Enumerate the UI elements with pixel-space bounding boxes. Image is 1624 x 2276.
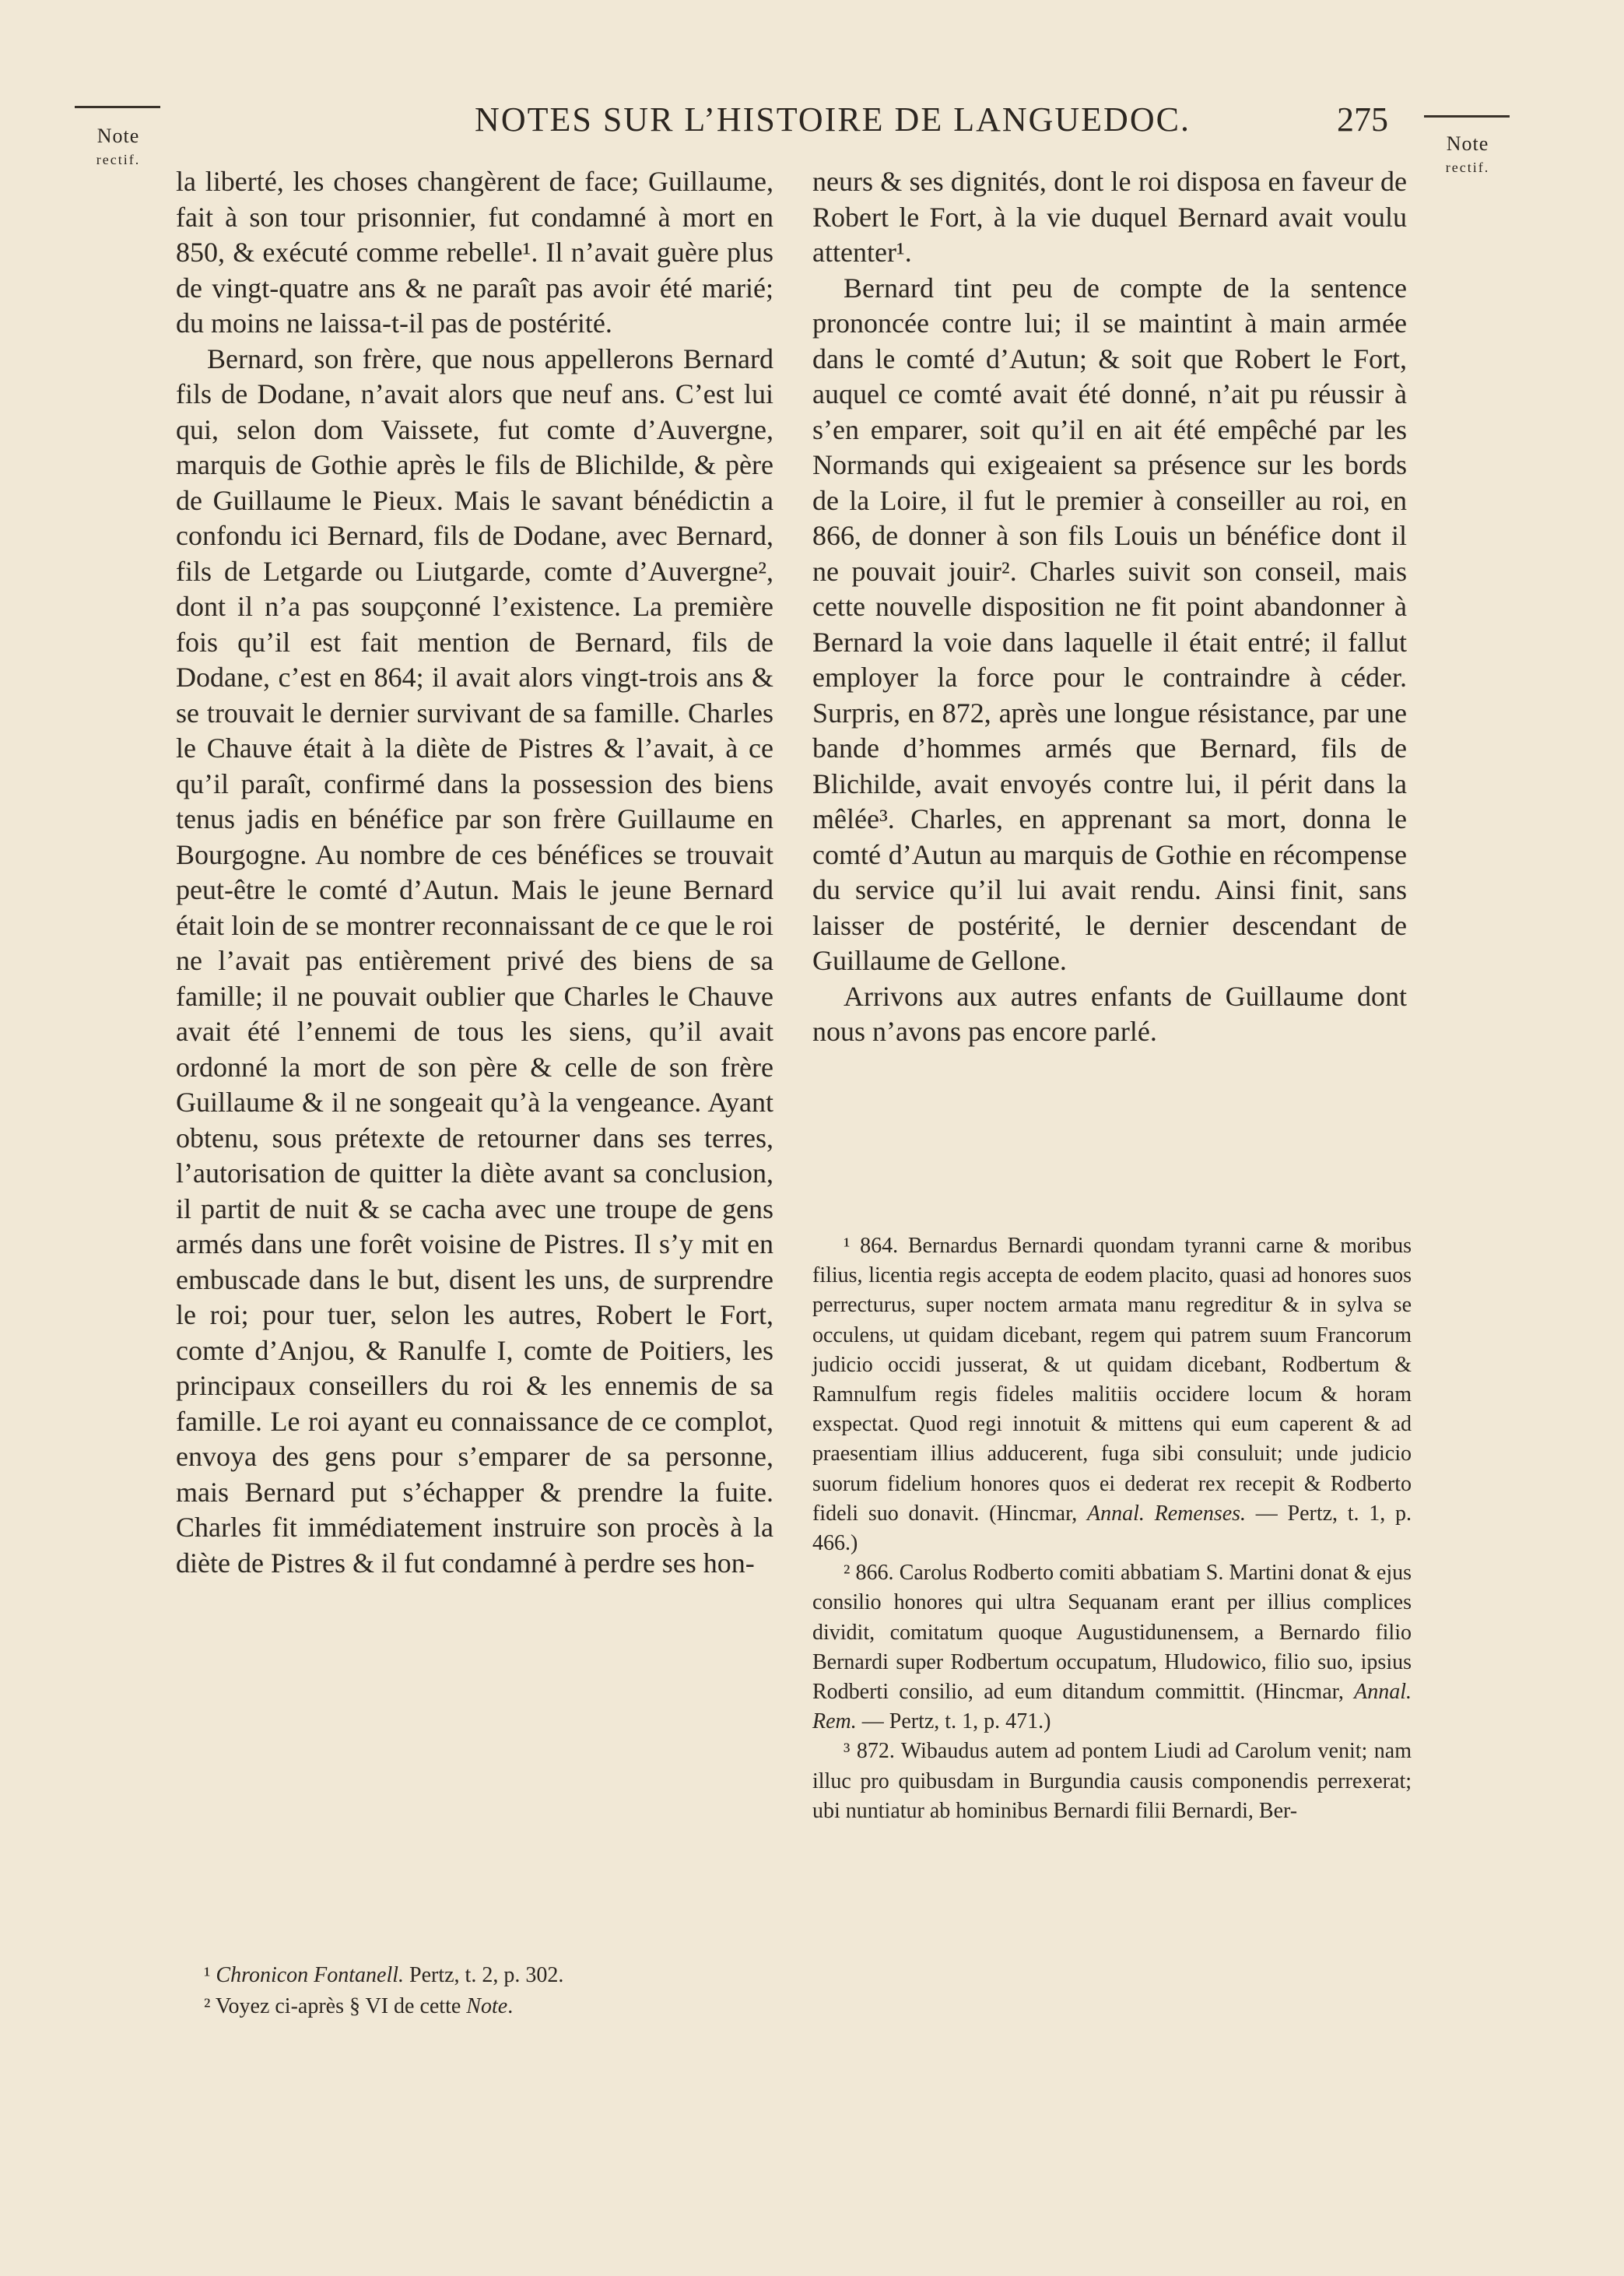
margin-note-right-label: Note <box>1446 132 1489 155</box>
margin-rule-right <box>1424 115 1510 118</box>
left-footnote-1-mark: ¹ <box>204 1963 211 1987</box>
margin-note-left-label: Note <box>96 125 140 147</box>
left-footnote-2-end: . <box>507 1994 514 2018</box>
right-note-2-source: Annal. Rem. <box>812 1680 1412 1734</box>
margin-rule-left <box>75 106 160 108</box>
left-footnote-2-text: Voyez ci-après § VI de cette <box>215 1994 467 2018</box>
running-title: NOTES SUR L’HISTOIRE DE LANGUEDOC. <box>475 100 1191 139</box>
right-paragraph-2: Bernard tint peu de compte de la sentence prononcée contre lui; il se maintint à main armée dans le comté d’Autun; & soit que Robert le Fort, auquel ce comté avait été donné, n’ait pu réussir à s’en emparer, soit qu’il en ait été empêché par les Normands qui exigeaient sa présence sur les bords de la Loire, il fut le premier à conseiller au roi, en 866, de donner à son fils Louis un bénéfice dont il ne pouvait jouir². Charles suivit son conseil, mais cette nouvelle disposition ne fit point abandonner à Bernard la voie dans laquelle il était entré; il fallut employer la force pour le contraindre à céder. Surpris, en 872, après une longue résistance, par une bande d’hommes armés que Bernard, fils de Blichilde, avait envoyés contre lui, il périt dans la mêlée³. Charles, en apprenant sa mort, donna le comté d’Autun au marquis de Gothie en récompense du service qu’il lui avait rendu. Ainsi finit, sans laisser de postérité, le dernier descendant de Guillaume de Gellone. <box>812 272 1407 976</box>
left-column <box>176 164 773 1581</box>
left-footnote-1-title: Chronicon Fontanell. <box>216 1963 405 1987</box>
right-note-1-ref: — Pertz, t. 1, p. 466.) <box>812 1501 1412 1556</box>
left-paragraph-1: la liberté, les choses changèrent de face; Guillaume, fait à son tour prisonnier, fut condamné à mort en 850, & exécuté comme rebelle¹. Il n’avait guère plus de vingt-quatre ans & ne paraît pas avoir été marié; du moins ne laissa-t-il pas de postérité. <box>176 166 773 339</box>
right-paragraph-1: neurs & ses dignités, dont le roi disposa en faveur de Robert le Fort, à la vie duquel Bernard avait voulu attenter¹. <box>812 166 1407 268</box>
right-note-2 <box>812 1558 1412 1737</box>
left-footnote-2-mark: ² <box>204 1994 211 2018</box>
margin-note-left-sub: rectif. <box>96 152 141 167</box>
right-paragraph-3: Arrivons aux autres enfants de Guillaume dont nous n’avons pas encore parlé. <box>812 980 1407 1047</box>
right-column <box>812 164 1407 1050</box>
page-number: 275 <box>1337 100 1388 139</box>
margin-note-right <box>1405 132 1530 179</box>
left-footnote-2 <box>204 1991 764 2022</box>
right-note-2-ref: — Pertz, t. 1, p. 471.) <box>856 1709 1051 1734</box>
left-paragraph-2: Bernard, son frère, que nous appellerons Bernard fils de Dodane, n’avait alors que neuf ans. C’est lui qui, selon dom Vaissete, fut comte d’Auvergne, marquis de Gothie après le fils de Blichilde, & père de Guillaume le Pieux. Mais le savant bénédictin a confondu ici Bernard, fils de Dodane, avec Bernard, fils de Letgarde ou Liutgarde, comte d’Auvergne², dont il n’a pas soupçonné l’existence. La première fois qu’il est fait mention de Bernard, fils de Dodane, c’est en 864; il avait alors vingt-trois ans & se trouvait le dernier survivant de sa famille. Charles le Chauve était à la diète de Pistres & l’avait, à ce qu’il paraît, confirmé dans la possession des biens tenus jadis en bénéfice par son frère Guillaume en Bourgogne. Au nombre de ces bénéfices se trouvait peut-être le comté d’Autun. Mais le jeune Bernard était loin de se montrer reconnaissant de ce que le roi ne l’avait pas entièrement privé des biens de sa famille; il ne pouvait oublier que Charles le Chauve avait été l’ennemi de tous les siens, qu’il avait ordonné la mort de son père & celle de son frère Guillaume & il ne songeait qu’à la vengeance. Ayant obtenu, sous prétexte de retourner dans ses terres, l’autorisation de quitter la diète avant sa conclusion, il partit de nuit & se cacha avec une troupe de gens armés dans une forêt voisine de Pistres. Il s’y mit en embuscade dans le but, disent les uns, de surprendre le roi; pour tuer, selon les autres, Robert le Fort, comte d’Anjou, & Ranulfe I, comte de Poitiers, les principaux conseillers du roi & les ennemis de sa famille. Le roi ayant eu connaissance de ce complot, envoya des gens pour s’emparer de sa personne, mais Bernard put s’échapper & prendre la fuite. Charles fit immédiatement instruire son procès à la diète de Pistres & il fut condamné à perdre ses hon- <box>176 342 773 1579</box>
margin-note-right-sub: rectif. <box>1445 160 1490 175</box>
margin-note-left <box>56 125 181 171</box>
right-note-3-text: ³ 872. Wibaudus autem ad pontem Liudi ad Carolum venit; nam illuc pro quibusdam in Burgundia causis componendis perrexerat; ubi nuntiatur ab hominibus Bernardi filii Bernardi, Ber- <box>812 1739 1412 1823</box>
right-notes <box>812 1231 1412 1826</box>
right-note-3 <box>812 1737 1412 1826</box>
left-footnotes <box>204 1960 764 2022</box>
right-note-1-source: Annal. Remenses. <box>1087 1501 1247 1526</box>
left-footnote-2-italic: Note <box>466 1994 508 2018</box>
left-footnote-1-ref: Pertz, t. 2, p. 302. <box>404 1963 564 1987</box>
left-footnote-1 <box>204 1960 764 1991</box>
right-note-1-text: ¹ 864. Bernardus Bernardi quondam tyranni carne & moribus filius, licentia regis accepta de eodem placito, quasi ad honores suos perrecturus, super noctem armata manu regreditur & in sylva se occulens, ut quidam dicebant, regem qui patrem suum Francorum judicio occidi jusserat, & ut quidam dicebant, Rodbertum & Ramnulfum regis fideles malitiis occidere locum & horam exspectat. Quod regi innotuit & mittens qui eum caperent & ad praesentiam illius adducerent, fuga sibi consuluit; unde judicio suorum fidelium honores quos ei dederat rex recepit & Rodberto fideli suo donavit. (Hincmar, <box>812 1234 1412 1526</box>
right-note-1 <box>812 1231 1412 1558</box>
right-note-2-text: ² 866. Carolus Rodberto comiti abbatiam S. Martini donat & ejus consilio honores qui ultra Sequanam erant per illius complices dividit, comitatum quoque Augustidunensem, a Bernardo filio Bernardi super Rodbertum occupatum, Hludowico, filio suo, ipsius Rodberti consilio, ad eum ditandum committit. (Hincmar, <box>812 1561 1412 1705</box>
